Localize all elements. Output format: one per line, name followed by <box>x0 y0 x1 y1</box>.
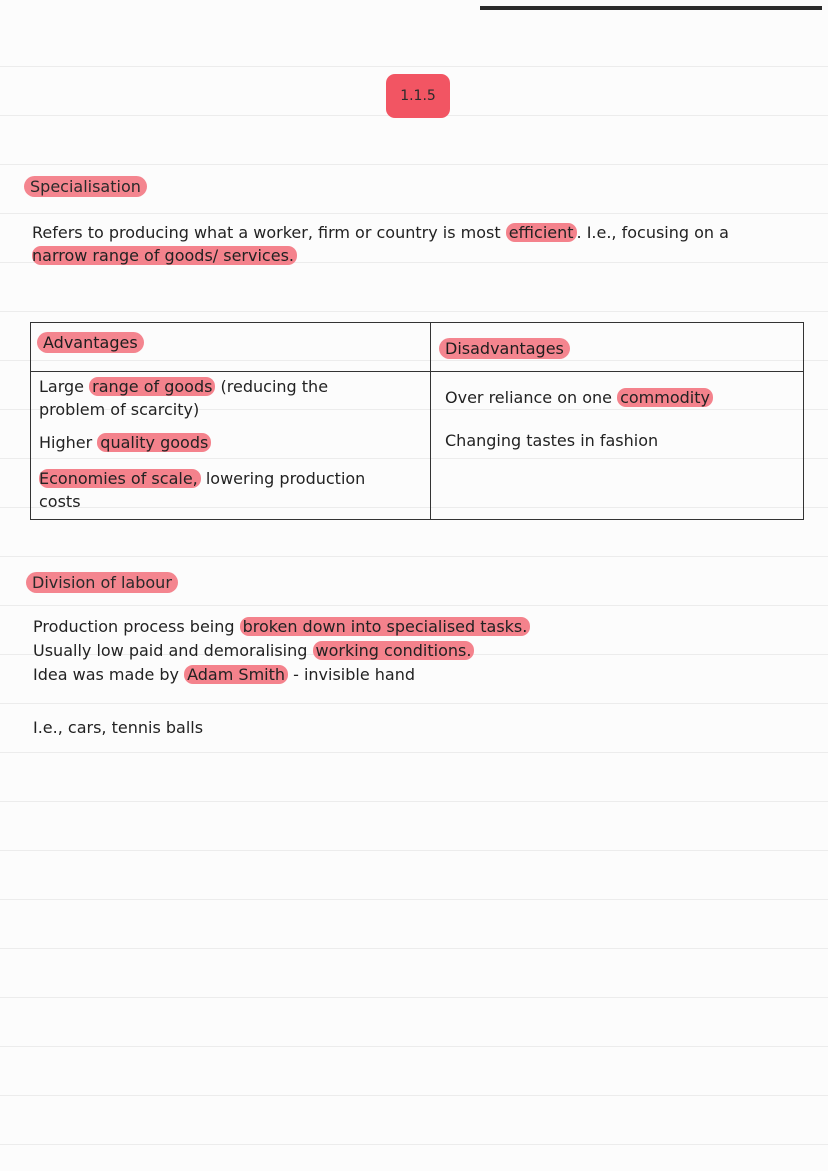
division-line-3 <box>33 662 530 688</box>
definition-line-2 <box>32 244 802 267</box>
definition-text-1: Refers to producing what a worker, firm or country is most <box>32 223 506 242</box>
division-of-labour-heading <box>26 573 178 592</box>
advantages-header <box>37 333 144 352</box>
advantage-item-3 <box>39 467 365 513</box>
division-text-3: Idea was made by <box>33 665 185 684</box>
specialisation-definition <box>32 221 802 267</box>
disadvantages-header-rule <box>431 371 803 372</box>
disadvantage-item-2: Changing tastes in fashion <box>445 431 659 450</box>
advantage-3-text-b: lowering production <box>200 469 366 488</box>
advantage-3-text-c: costs <box>39 492 81 511</box>
specialisation-heading <box>24 177 147 196</box>
division-text-4: - invisible hand <box>288 665 416 684</box>
section-number-badge: 1.1.5 <box>386 74 450 118</box>
division-text-2: Usually low paid and demoralising <box>33 641 313 660</box>
specialisation-heading-text: Specialisation <box>24 176 147 197</box>
disadvantage-item-1 <box>445 386 713 409</box>
advantage-1-text-b: (reducing the <box>215 377 329 396</box>
definition-line-1 <box>32 221 802 244</box>
advantages-column <box>30 322 431 520</box>
division-example: I.e., cars, tennis balls <box>33 718 204 737</box>
disadvantage-1-text-a: Over reliance on one <box>445 388 618 407</box>
highlight-quality-goods: quality goods <box>97 433 211 452</box>
disadvantages-header <box>439 339 570 358</box>
highlight-working-conditions: working conditions. <box>313 641 475 660</box>
highlight-broken-down: broken down into specialised tasks. <box>240 617 531 636</box>
definition-text-2: . I.e., focusing on a <box>576 223 729 242</box>
advantages-header-rule <box>31 371 431 372</box>
division-heading-text: Division of labour <box>26 572 178 593</box>
advantages-disadvantages-table <box>30 322 804 520</box>
disadvantages-header-text: Disadvantages <box>439 338 570 359</box>
page-top-edge <box>480 6 822 10</box>
division-text-1: Production process being <box>33 617 240 636</box>
advantage-2-text-a: Higher <box>39 433 98 452</box>
advantage-item-2 <box>39 431 211 454</box>
advantages-header-text: Advantages <box>37 332 144 353</box>
highlight-commodity: commodity <box>617 388 713 407</box>
advantage-1-text-c: problem of scarcity) <box>39 400 200 419</box>
division-of-labour-notes <box>33 614 530 688</box>
advantage-item-1 <box>39 375 328 421</box>
highlight-adam-smith: Adam Smith <box>184 665 288 684</box>
highlight-efficient: efficient <box>506 223 577 242</box>
disadvantages-column <box>430 322 804 520</box>
division-line-1 <box>33 614 530 640</box>
division-line-2 <box>33 638 530 664</box>
highlight-economies-of-scale: Economies of scale, <box>39 469 201 488</box>
highlight-narrow-range: narrow range of goods/ services. <box>32 246 297 265</box>
advantage-1-text-a: Large <box>39 377 90 396</box>
highlight-range-of-goods: range of goods <box>89 377 215 396</box>
